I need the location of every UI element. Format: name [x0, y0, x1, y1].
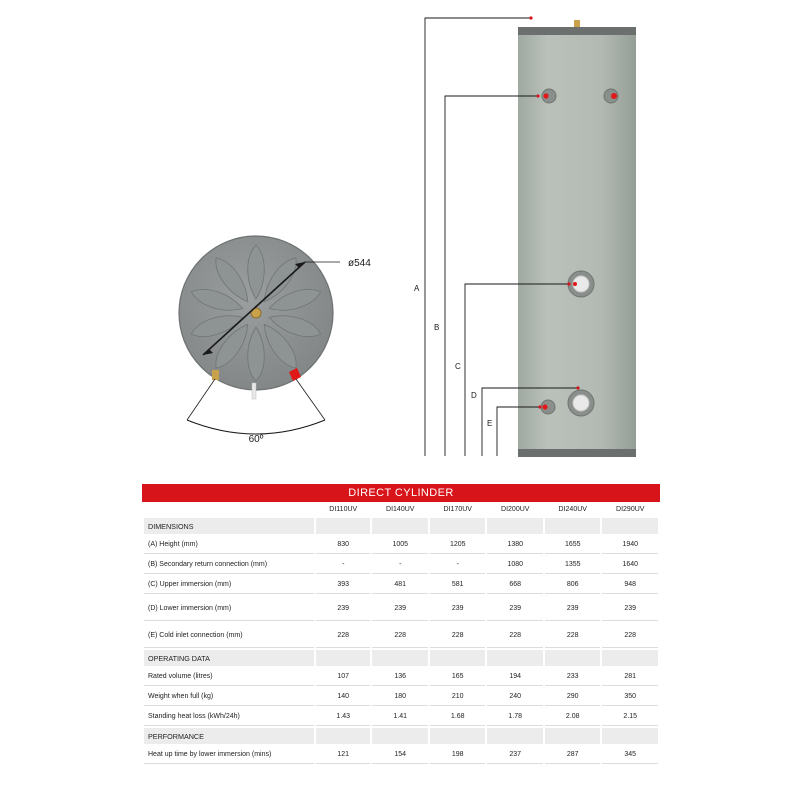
- section-spacer-cell: [430, 728, 486, 744]
- section-header-row: [144, 650, 658, 666]
- table-row: [144, 536, 658, 554]
- angle-arc: [187, 420, 325, 434]
- row-value: 1940: [602, 536, 658, 554]
- row-value: 228: [430, 623, 486, 648]
- bottom-cap: [518, 449, 636, 457]
- dimension-letter-b: B: [434, 323, 440, 332]
- spec-body: [144, 518, 658, 764]
- table-row: [144, 596, 658, 621]
- row-value: 228: [372, 623, 428, 648]
- fitting-cap: [611, 93, 617, 99]
- row-value: 165: [430, 668, 486, 686]
- row-value: 233: [545, 668, 601, 686]
- model-header-row: [144, 502, 658, 516]
- section-spacer-cell: [487, 650, 543, 666]
- row-value: -: [430, 556, 486, 574]
- model-header: DI110UV: [329, 505, 358, 513]
- row-label: Heat up time by lower immersion (mins): [144, 746, 314, 764]
- row-value: 1080: [487, 556, 543, 574]
- row-value: 1.78: [487, 708, 543, 726]
- row-value: 1.41: [372, 708, 428, 726]
- top-cap: [518, 27, 636, 35]
- section-spacer-cell: [487, 518, 543, 534]
- header-spacer: [144, 502, 314, 516]
- row-label: (D) Lower immersion (mm): [144, 596, 314, 621]
- brass-fitting: [212, 370, 219, 380]
- dimension-letter-d: D: [471, 391, 477, 400]
- section-spacer-cell: [430, 518, 486, 534]
- row-value: 281: [602, 668, 658, 686]
- top-outlet: [574, 20, 580, 27]
- row-value: 1205: [430, 536, 486, 554]
- row-value: 1355: [545, 556, 601, 574]
- upper-immersion-dot: [573, 282, 577, 286]
- row-value: 481: [372, 576, 428, 594]
- row-value: 350: [602, 688, 658, 706]
- row-value: 345: [602, 746, 658, 764]
- row-value: 1005: [372, 536, 428, 554]
- row-label: Weight when full (kg): [144, 688, 314, 706]
- section-spacer-cell: [545, 650, 601, 666]
- model-header: DI170UV: [443, 505, 472, 513]
- table-row: [144, 708, 658, 726]
- row-value: 290: [545, 688, 601, 706]
- row-value: 393: [316, 576, 370, 594]
- section-title: PERFORMANCE: [144, 728, 314, 744]
- dimension-letter-c: C: [455, 362, 461, 371]
- secondary-return-cap: [543, 93, 548, 98]
- row-value: 228: [487, 623, 543, 648]
- row-label: (B) Secondary return connection (mm): [144, 556, 314, 574]
- plan-view: [179, 236, 371, 445]
- drain-pipe: [252, 383, 256, 399]
- row-value: 2.15: [602, 708, 658, 726]
- row-value: -: [372, 556, 428, 574]
- cold-inlet-cap: [542, 404, 547, 409]
- row-value: 154: [372, 746, 428, 764]
- row-label: Standing heat loss (kWh/24h): [144, 708, 314, 726]
- row-value: 1640: [602, 556, 658, 574]
- table-title: DIRECT CYLINDER: [142, 484, 660, 502]
- row-value: 180: [372, 688, 428, 706]
- row-value: 240: [487, 688, 543, 706]
- row-value: 239: [487, 596, 543, 621]
- model-header: DI200UV: [501, 505, 530, 513]
- model-header: DI290UV: [616, 505, 645, 513]
- row-value: 228: [602, 623, 658, 648]
- row-value: 210: [430, 688, 486, 706]
- angle-line: [296, 379, 325, 420]
- row-value: 1380: [487, 536, 543, 554]
- row-value: 198: [430, 746, 486, 764]
- section-spacer-cell: [602, 650, 658, 666]
- row-value: 239: [602, 596, 658, 621]
- section-spacer-cell: [602, 728, 658, 744]
- section-spacer-cell: [316, 728, 370, 744]
- angle-line: [187, 379, 215, 420]
- row-value: -: [316, 556, 370, 574]
- side-elevation: [414, 16, 636, 457]
- row-value: 1.43: [316, 708, 370, 726]
- model-header: DI240UV: [558, 505, 587, 513]
- model-header: DI140UV: [386, 505, 415, 513]
- lower-immersion-plate: [573, 395, 589, 411]
- section-spacer-cell: [372, 650, 428, 666]
- diameter-label: ø544: [348, 258, 371, 269]
- row-value: 228: [545, 623, 601, 648]
- row-value: 107: [316, 668, 370, 686]
- row-value: 806: [545, 576, 601, 594]
- section-spacer-cell: [372, 518, 428, 534]
- row-value: 239: [316, 596, 370, 621]
- row-value: 830: [316, 536, 370, 554]
- section-spacer-cell: [372, 728, 428, 744]
- table-row: [144, 623, 658, 648]
- row-value: 136: [372, 668, 428, 686]
- table-row: [144, 576, 658, 594]
- row-value: 287: [545, 746, 601, 764]
- section-header-row: [144, 728, 658, 744]
- section-spacer-cell: [602, 518, 658, 534]
- dimension-letter-a: A: [414, 284, 420, 293]
- spec-grid: [142, 500, 660, 766]
- section-header-row: [144, 518, 658, 534]
- section-spacer-cell: [316, 650, 370, 666]
- row-value: 140: [316, 688, 370, 706]
- row-label: (C) Upper immersion (mm): [144, 576, 314, 594]
- table-row: [144, 668, 658, 686]
- row-value: 948: [602, 576, 658, 594]
- section-spacer-cell: [545, 728, 601, 744]
- row-value: 581: [430, 576, 486, 594]
- table-row: [144, 556, 658, 574]
- row-value: 121: [316, 746, 370, 764]
- table-row: [144, 688, 658, 706]
- row-value: 239: [430, 596, 486, 621]
- spec-table: [142, 484, 660, 766]
- row-value: 239: [372, 596, 428, 621]
- row-value: 239: [545, 596, 601, 621]
- row-label: Rated volume (litres): [144, 668, 314, 686]
- section-title: DIMENSIONS: [144, 518, 314, 534]
- section-spacer-cell: [545, 518, 601, 534]
- row-value: 237: [487, 746, 543, 764]
- row-value: 228: [316, 623, 370, 648]
- section-spacer-cell: [430, 650, 486, 666]
- row-value: 668: [487, 576, 543, 594]
- section-spacer-cell: [487, 728, 543, 744]
- row-label: (E) Cold inlet connection (mm): [144, 623, 314, 648]
- row-value: 1.68: [430, 708, 486, 726]
- row-label: (A) Height (mm): [144, 536, 314, 554]
- dimension-letter-e: E: [487, 419, 493, 428]
- row-value: 2.08: [545, 708, 601, 726]
- row-value: 1655: [545, 536, 601, 554]
- angle-label: 60º: [248, 434, 264, 445]
- section-title: OPERATING DATA: [144, 650, 314, 666]
- section-spacer-cell: [316, 518, 370, 534]
- row-value: 194: [487, 668, 543, 686]
- table-row: [144, 746, 658, 764]
